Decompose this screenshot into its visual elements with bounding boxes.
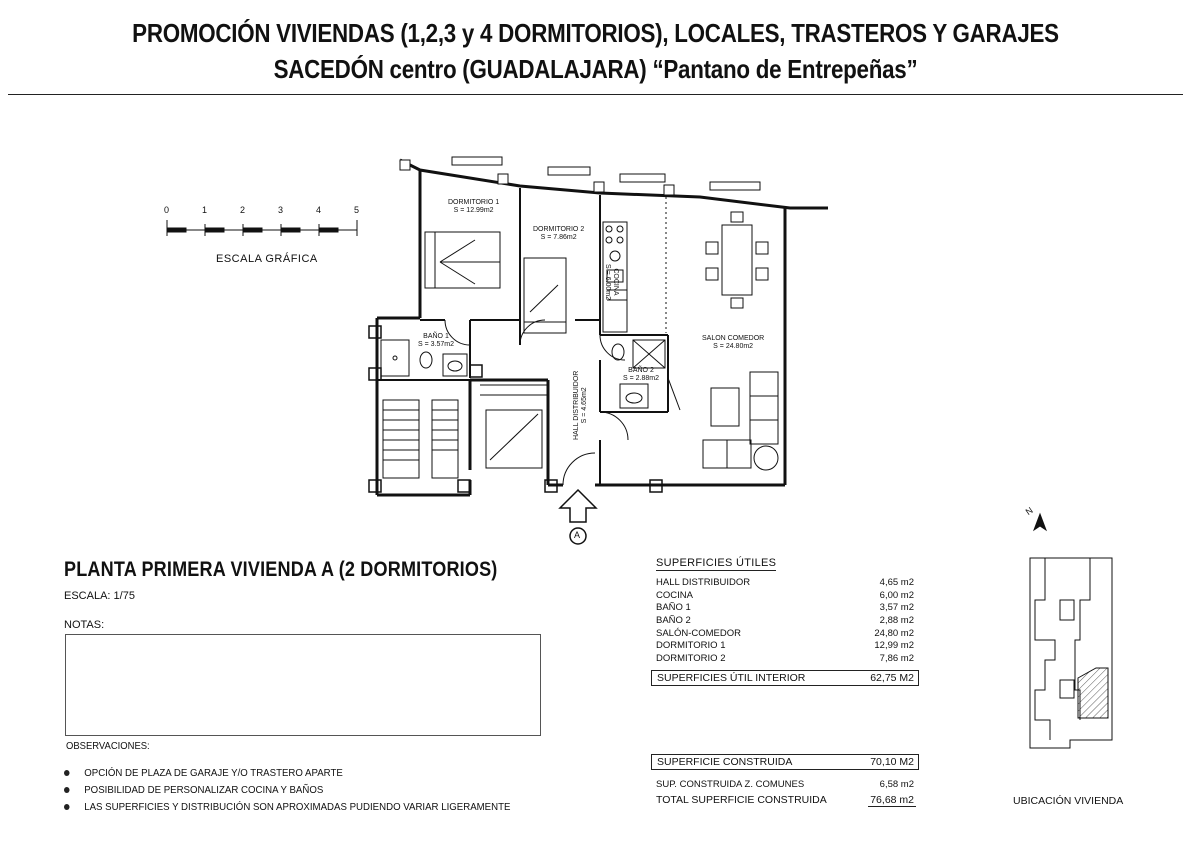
- total-surface-value: 76,68 m2: [870, 794, 914, 806]
- room-area: S = 12.99m2: [453, 207, 494, 214]
- north-arrow-icon: [1034, 514, 1046, 530]
- surface-value: 12,99 m2: [874, 640, 914, 651]
- room-area: S = 3.57m2: [418, 341, 454, 348]
- room-area: S = 6.00m2: [604, 264, 611, 300]
- bullet-icon: [64, 770, 70, 776]
- surface-label: COCINA: [656, 590, 693, 601]
- plan-pillars: [369, 326, 662, 492]
- room-bano-2: [623, 367, 659, 383]
- stairs-and-lift: [383, 385, 548, 478]
- surfaces-title: SUPERFICIES ÚTILES: [656, 557, 777, 569]
- room-name: HALL DISTRIBUIDOR: [573, 370, 580, 440]
- document-title-line-2: SACEDÓN centro (GUADALAJARA) “Pantano de Entrepeñas”: [273, 54, 918, 84]
- entrance-marker: A: [574, 530, 581, 540]
- room-area: S = 24.80m2: [713, 343, 754, 350]
- room-name: DORMITORIO 2: [533, 226, 585, 233]
- room-hall-distribuidor: [573, 371, 589, 440]
- surface-label: BAÑO 2: [656, 615, 691, 626]
- scale-tick-0: 0: [164, 205, 170, 215]
- room-name: SALON COMEDOR: [702, 335, 765, 342]
- surface-label: HALL DISTRIBUIDOR: [656, 577, 751, 588]
- observation-text: POSIBILIDAD DE PERSONALIZAR COCINA Y BAÑOS: [84, 784, 324, 796]
- built-surface-value: 70,10 M2: [870, 756, 914, 768]
- surface-value: 24,80 m2: [874, 628, 914, 639]
- document-title-line-1: PROMOCIÓN VIVIENDAS (1,2,3 y 4 DORMITORIOS), LOCALES, TRASTEROS Y GARAJES: [132, 18, 1059, 48]
- surface-value: 3,57 m2: [879, 602, 914, 613]
- surface-row: [656, 602, 916, 615]
- location-label: UBICACIÓN VIVIENDA: [1013, 795, 1124, 807]
- surface-row: [656, 640, 916, 653]
- room-name: COCINA: [612, 268, 619, 296]
- room-salon-comedor: [702, 335, 764, 351]
- room-dormitorio-2: [533, 226, 584, 242]
- observations-title: OBSERVACIONES:: [66, 740, 150, 752]
- dining-table: [706, 212, 768, 308]
- bullet-icon: [64, 787, 70, 793]
- room-name: DORMITORIO 1: [448, 199, 500, 206]
- bed-dormitorio-1: [425, 232, 500, 288]
- room-area: S = 7.86m2: [540, 234, 577, 241]
- observation-item: [64, 767, 343, 779]
- room-area: S = 2.88m2: [623, 375, 659, 382]
- surface-value: 4,65 m2: [879, 577, 914, 588]
- scale-tick-2: 2: [240, 205, 246, 215]
- scale-bar-label: ESCALA GRÁFICA: [216, 253, 318, 265]
- surface-value: 7,86 m2: [879, 653, 914, 664]
- scale-tick-3: 3: [278, 205, 284, 215]
- scale-tick-4: 4: [316, 205, 322, 215]
- scale-bar: [167, 220, 357, 236]
- surface-value: 2,88 m2: [879, 615, 914, 626]
- surface-label: DORMITORIO 1: [656, 640, 726, 651]
- common-surface-label: SUP. CONSTRUIDA Z. COMUNES: [656, 779, 805, 790]
- surface-row: [656, 615, 916, 628]
- location-plan: [1030, 558, 1112, 748]
- notes-box: [65, 634, 541, 736]
- observation-item: [64, 784, 323, 796]
- surface-row: [656, 653, 916, 666]
- north-label: N: [1023, 505, 1035, 517]
- room-dormitorio-1: [448, 199, 499, 215]
- surface-label: SALÓN-COMEDOR: [656, 628, 741, 639]
- bullet-icon: [64, 804, 70, 810]
- observation-item: [64, 801, 510, 813]
- observation-text: LAS SUPERFICIES Y DISTRIBUCIÓN SON APROXIMADAS PUDIENDO VARIAR LIGERAMENTE: [84, 801, 511, 813]
- scale-tick-1: 1: [202, 205, 208, 215]
- built-surface-row: [651, 754, 919, 770]
- room-name: BAÑO 1: [423, 333, 449, 340]
- room-cocina: [603, 264, 619, 300]
- surface-row: [656, 577, 916, 590]
- total-surface-label: TOTAL SUPERFICIE CONSTRUIDA: [656, 794, 827, 806]
- useful-total-value: 62,75 M2: [870, 672, 914, 684]
- notes-label: NOTAS:: [64, 619, 105, 631]
- useful-total-row: [651, 670, 919, 686]
- surface-label: BAÑO 1: [656, 602, 691, 613]
- built-surface-label: SUPERFICIE CONSTRUIDA: [657, 756, 793, 768]
- room-name: BAÑO 2: [628, 367, 654, 374]
- surface-label: DORMITORIO 2: [656, 653, 726, 664]
- observation-text: OPCIÓN DE PLAZA DE GARAJE Y/O TRASTERO APARTE: [84, 767, 343, 779]
- bed-dormitorio-2: [524, 258, 566, 333]
- common-surface-value: 6,58 m2: [879, 779, 914, 790]
- room-bano-1: [418, 333, 454, 349]
- plan-scale: ESCALA: 1/75: [64, 590, 135, 602]
- useful-total-label: SUPERFICIES ÚTIL INTERIOR: [657, 672, 806, 684]
- room-area: S = 4.65m2: [581, 387, 588, 424]
- scale-tick-5: 5: [354, 205, 360, 215]
- plan-title: PLANTA PRIMERA VIVIENDA A (2 DORMITORIOS): [64, 558, 498, 581]
- living-sofa: [703, 372, 778, 470]
- surface-value: 6,00 m2: [879, 590, 914, 601]
